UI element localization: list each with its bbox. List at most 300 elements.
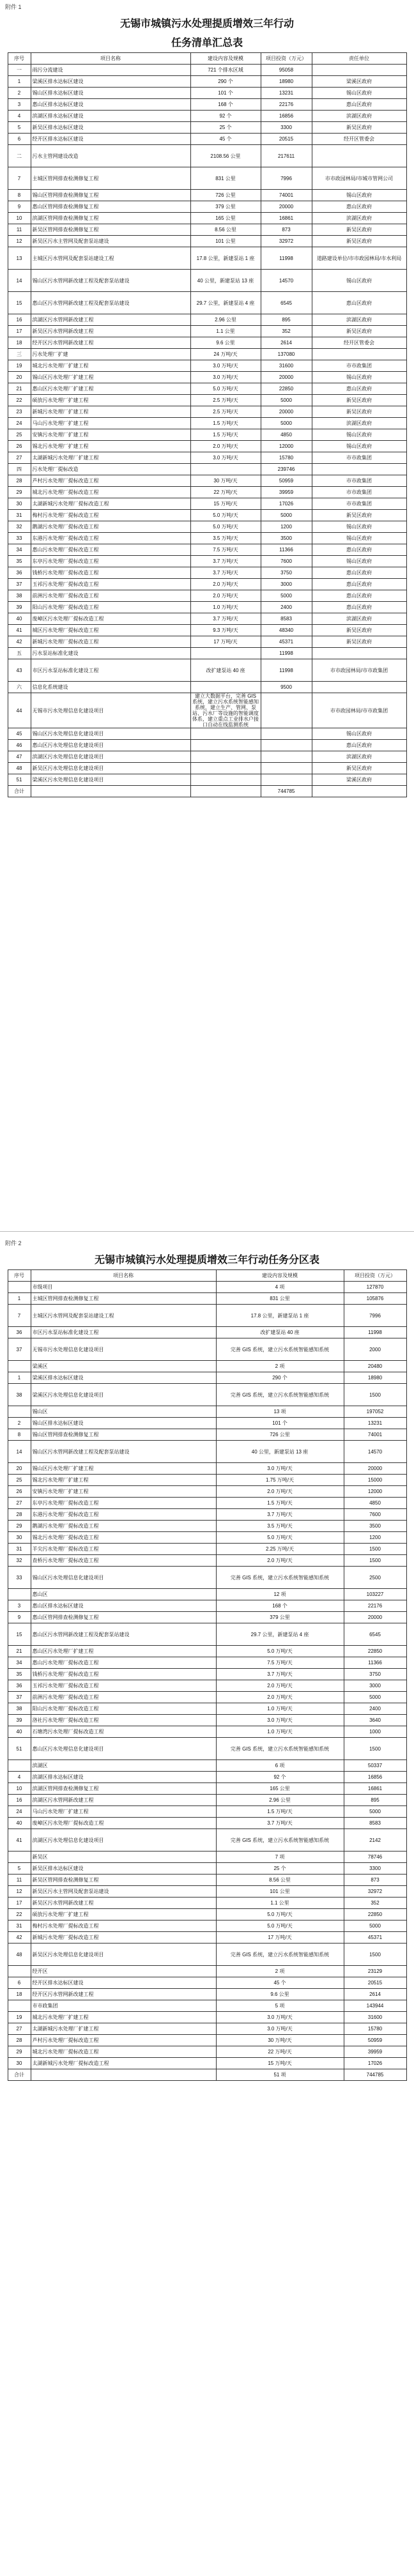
table-cell: 惠山区污水处理信息化建设项目 [31, 740, 190, 751]
table-cell: 锡山区政府 [312, 270, 406, 292]
table-cell: 42 [8, 1932, 31, 1943]
table-cell: 市市政集团 [312, 360, 406, 372]
table-row [8, 751, 406, 763]
table-cell: 165 公里 [190, 213, 261, 224]
table-cell: 4 项 [216, 1282, 344, 1293]
table-cell [190, 728, 261, 740]
table-cell: 经开区排水达标区建设 [31, 134, 190, 145]
table-cell: 3000 [344, 1680, 406, 1692]
table-cell: 滨湖区管网排查检测修复工程 [31, 213, 190, 224]
table-cell: 197052 [344, 1406, 406, 1418]
table-cell: 完善 GIS 系统，建立污水系统智能感知系统 [216, 1384, 344, 1406]
table-cell [190, 682, 261, 693]
table-cell: 惠山区污水管网新改建工程及配套泵站建设 [31, 1623, 216, 1646]
table-cell: 5.0 万吨/天 [216, 1920, 344, 1932]
table-cell: 20 [8, 372, 31, 383]
table-cell: 20 [8, 1463, 31, 1475]
header-cell: 项目投资（万元） [261, 53, 312, 65]
table-cell: 锡山区管网排查检测修复工程 [31, 190, 190, 201]
table-cell: 惠山污水处理厂提标改造工程 [31, 544, 190, 556]
table-cell: 锡山区污水处理信息化建设项目 [31, 1567, 216, 1589]
table-cell: 锡山区政府 [312, 521, 406, 533]
table-cell: 惠山区污水处理信息化建设项目 [31, 1738, 216, 1760]
table-row [8, 648, 406, 659]
table-cell: 18 [8, 1989, 31, 2000]
table-cell: 锡山区政府 [312, 533, 406, 544]
table-row [8, 2023, 406, 2035]
table-cell: 锡北污水处理厂扩建工程 [31, 1475, 216, 1486]
table-cell: 143944 [344, 2000, 406, 2012]
table-row [8, 1361, 406, 1372]
table-cell: 惠山区政府 [312, 567, 406, 579]
table-cell: 羊尖污水处理厂提标改造工程 [31, 1544, 216, 1555]
table-cell: 3.7 万吨/天 [216, 1669, 344, 1680]
table-cell: 11 [8, 224, 31, 236]
table-cell [312, 145, 406, 167]
table-cell: 20515 [344, 1977, 406, 1989]
table-cell: 721 个排水区域 [190, 65, 261, 76]
table-row [8, 1372, 406, 1384]
table-cell: 13 项 [216, 1406, 344, 1418]
table-cell: 16856 [344, 1772, 406, 1783]
table-cell: 11998 [261, 648, 312, 659]
table-row [8, 1669, 406, 1680]
table-cell: 5.0 万吨/天 [190, 521, 261, 533]
table-cell: 2 项 [216, 1361, 344, 1372]
table-cell: 改扩建泵站 40 座 [216, 1327, 344, 1338]
table-cell: 7996 [344, 1305, 406, 1327]
table-cell: 31 [8, 1544, 31, 1555]
table-cell: 五 [8, 648, 31, 659]
table-cell: 21 [8, 1646, 31, 1657]
table-row [8, 1623, 406, 1646]
table-cell: 新吴区政府 [312, 395, 406, 406]
table-row [8, 314, 406, 326]
table-cell: 30 [8, 1532, 31, 1544]
table-cell: 6 项 [216, 1760, 344, 1772]
table-cell: 经开区 [31, 1966, 216, 1977]
table-row [8, 1555, 406, 1567]
table-cell [8, 1589, 31, 1600]
table-cell: 9 [8, 1612, 31, 1623]
table-cell: 阳山污水处理厂提标改造工程 [31, 602, 190, 613]
table-cell: 3.7 万吨/天 [216, 1509, 344, 1521]
table-cell: 锡山区污水管网新改建工程及配套泵站建设 [31, 1441, 216, 1463]
table-row [8, 88, 406, 99]
table-cell: 锡山区政府 [312, 728, 406, 740]
table-cell: 7.5 万吨/天 [216, 1657, 344, 1669]
table-row [8, 1851, 406, 1863]
table-cell: 45371 [344, 1932, 406, 1943]
table-row [8, 533, 406, 544]
table-cell: 7996 [261, 167, 312, 190]
table-cell: 惠山区排水达标区建设 [31, 1600, 216, 1612]
table-cell: 11366 [344, 1657, 406, 1669]
table-cell: 新吴区 [31, 1851, 216, 1863]
table-row [8, 1772, 406, 1783]
table-cell: 7 项 [216, 1851, 344, 1863]
table-cell: 3.5 万吨/天 [216, 1521, 344, 1532]
table-cell: 新吴区政府 [312, 625, 406, 636]
table-cell: 1200 [344, 1532, 406, 1544]
table-cell: 雨污分流建设 [31, 65, 190, 76]
table-cell: 新吴区污水处理信息化建设项目 [31, 1943, 216, 1966]
table-cell: 锡山区政府 [312, 556, 406, 567]
table-row [8, 774, 406, 786]
task-summary-table-body [8, 65, 406, 797]
table-cell: 主城区污水管网及配套泵站建设工程 [31, 247, 190, 270]
table-row [8, 1293, 406, 1305]
table-cell: 污水处理厂扩建 [31, 349, 190, 360]
table-cell: 新吴区政府 [312, 763, 406, 774]
table-cell: 1200 [261, 521, 312, 533]
table-cell: 5000 [261, 418, 312, 429]
table-cell: 3.0 万吨/天 [190, 360, 261, 372]
table-cell: 1.5 万吨/天 [190, 418, 261, 429]
table-cell: 2.25 万吨/天 [216, 1544, 344, 1555]
table-cell: 污水处理厂提标改造 [31, 464, 190, 475]
table-cell: 新吴区污水管网新改建工程 [31, 326, 190, 337]
table-cell: 7600 [344, 1509, 406, 1521]
table-cell: 5000 [261, 510, 312, 521]
table-cell [190, 648, 261, 659]
table-row [8, 1544, 406, 1555]
table-cell: 239746 [261, 464, 312, 475]
table-cell: 太湖新城污水处理厂扩建工程 [31, 2023, 216, 2035]
table-row [8, 1760, 406, 1772]
table-cell: 16861 [261, 213, 312, 224]
table-cell: 19 [8, 360, 31, 372]
table-cell: 33 [8, 1567, 31, 1589]
table-cell: 15 [8, 292, 31, 314]
table-cell: 41 [8, 1829, 31, 1851]
table-cell: 2108.56 公里 [190, 145, 261, 167]
table-cell: 15 [8, 1623, 31, 1646]
task-summary-table [8, 52, 407, 797]
table-cell: 4850 [344, 1498, 406, 1509]
table-cell: 25 [8, 1475, 31, 1486]
table-cell: 新吴区政府 [312, 326, 406, 337]
table-cell: 379 公里 [190, 201, 261, 213]
table-cell: 38 [8, 1703, 31, 1715]
table-row [8, 349, 406, 360]
table-cell: 3.5 万吨/天 [190, 533, 261, 544]
table-cell: 290 个 [190, 76, 261, 88]
table-cell: 玉祁污水处理厂提标改造工程 [31, 579, 190, 590]
header-cell: 序号 [8, 53, 31, 65]
table-cell: 完善 GIS 系统，建立污水系统智能感知系统 [216, 1943, 344, 1966]
table-cell: 1.75 万吨/天 [216, 1475, 344, 1486]
table-cell: 27 [8, 2023, 31, 2035]
table-cell: 20515 [261, 134, 312, 145]
table-cell: 11 [8, 1874, 31, 1886]
table-cell: 40 [8, 1726, 31, 1738]
table-cell: 一 [8, 65, 31, 76]
table-row [8, 190, 406, 201]
table-cell: 1.0 万吨/天 [216, 1726, 344, 1738]
table-row [8, 213, 406, 224]
table-row [8, 452, 406, 464]
table-row [8, 498, 406, 510]
table-cell: 5.0 万吨/天 [216, 1909, 344, 1920]
table-cell: 25 个 [216, 1863, 344, 1874]
table-cell: 惠山区管网排查检测修复工程 [31, 201, 190, 213]
table-cell: 梁溪区政府 [312, 76, 406, 88]
table-cell: 20000 [261, 201, 312, 213]
table-cell [261, 740, 312, 751]
table-cell: 3.7 万吨/天 [216, 1818, 344, 1829]
table-cell [312, 65, 406, 76]
table-cell: 352 [344, 1897, 406, 1909]
header-cell: 项目名称 [31, 1270, 216, 1282]
table-row [8, 2035, 406, 2046]
table-row [8, 406, 406, 418]
table-cell: 8.56 公里 [190, 224, 261, 236]
table-cell: 1500 [344, 1738, 406, 1760]
table-cell: 17 万吨/天 [190, 636, 261, 648]
table-cell: 27 [8, 452, 31, 464]
table-cell: 2 [8, 88, 31, 99]
table-cell: 32972 [344, 1886, 406, 1897]
table-cell: 新吴区政府 [312, 224, 406, 236]
annex-2-title: 无锡市城镇污水处理提质增效三年行动任务分区表 [94, 1254, 319, 1266]
table-cell [312, 648, 406, 659]
table-cell: 7 [8, 1305, 31, 1327]
table-cell: 滨湖区污水处理信息化建设项目 [31, 751, 190, 763]
table-cell: 29 [8, 1521, 31, 1532]
table-cell: 新城污水处理厂提标改造工程 [31, 1932, 216, 1943]
table-cell: 完善 GIS 系统，建立污水系统智能感知系统 [216, 1738, 344, 1760]
table-cell: 22850 [261, 383, 312, 395]
table-cell: 101 个 [190, 88, 261, 99]
header-cell: 责任单位 [312, 53, 406, 65]
table-cell: 32 [8, 521, 31, 533]
table-row [8, 1418, 406, 1429]
table-cell: 379 公里 [216, 1612, 344, 1623]
table-cell: 168 个 [190, 99, 261, 111]
table-cell: 17.8 公里，新建泵站 1 座 [216, 1305, 344, 1327]
table-cell: 2.0 万吨/天 [216, 1692, 344, 1703]
table-cell: 31 [8, 510, 31, 521]
table-cell: 2400 [344, 1703, 406, 1715]
table-row [8, 1338, 406, 1361]
task-district-table-body [8, 1282, 406, 2081]
table-cell: 惠山区管网排查检测修复工程 [31, 1612, 216, 1623]
table-cell: 48340 [261, 625, 312, 636]
table-row [8, 1463, 406, 1475]
table-row [8, 201, 406, 213]
table-row [8, 1600, 406, 1612]
table-row [8, 1932, 406, 1943]
table-row [8, 464, 406, 475]
table-cell: 锡北污水处理厂提标改造工程 [31, 1532, 216, 1544]
table-row [8, 1897, 406, 1909]
table-cell: 惠山区政府 [312, 99, 406, 111]
table-cell: 40 公里，新建泵站 13 座 [190, 270, 261, 292]
table-cell: 30 万吨/天 [190, 475, 261, 487]
table-cell: 20000 [344, 1612, 406, 1623]
table-cell: 2.0 万吨/天 [216, 1486, 344, 1498]
table-cell: 17 [8, 326, 31, 337]
table-cell: 二 [8, 145, 31, 167]
table-row [8, 1703, 406, 1715]
table-cell: 1 [8, 76, 31, 88]
table-cell: 6 [8, 1977, 31, 1989]
table-row [8, 1977, 406, 1989]
table-cell: 5 [8, 122, 31, 134]
table-cell: 895 [344, 1795, 406, 1806]
table-cell: 5.0 万吨/天 [190, 383, 261, 395]
table-cell: 惠山区政府 [312, 579, 406, 590]
table-row [8, 1612, 406, 1623]
table-cell: 钱桥污水处理厂提标改造工程 [31, 1669, 216, 1680]
table-cell: 8583 [261, 613, 312, 625]
table-row [8, 372, 406, 383]
table-cell: 城北污水处理厂扩建工程 [31, 2012, 216, 2023]
table-cell: 16861 [344, 1783, 406, 1795]
table-cell: 28 [8, 475, 31, 487]
table-row [8, 1920, 406, 1932]
annex-1-title-line1: 无锡市城镇污水处理提质增效三年行动 [119, 17, 294, 29]
table-cell: 2.0 万吨/天 [190, 441, 261, 452]
table-cell: 经开区排水达标区建设 [31, 1977, 216, 1989]
table-cell: 39959 [344, 2046, 406, 2058]
table-cell: 168 个 [216, 1600, 344, 1612]
table-cell: 新吴区政府 [312, 636, 406, 648]
table-cell [8, 1760, 31, 1772]
table-cell: 玉祁污水处理厂提标改造工程 [31, 1680, 216, 1692]
table-cell: 3 [8, 99, 31, 111]
table-cell: 39 [8, 602, 31, 613]
table-cell: 895 [261, 314, 312, 326]
table-cell: 市区污水泵站标准化建设工程 [31, 1327, 216, 1338]
table-row [8, 224, 406, 236]
table-cell: 市市政集团 [312, 498, 406, 510]
table-cell: 马山污水处理厂扩建工程 [31, 418, 190, 429]
table-cell: 主城区管网排查检测修复工程 [31, 167, 190, 190]
table-cell [31, 2069, 216, 2081]
table-row [8, 1657, 406, 1669]
table-cell: 市市政园林局/市城市管网公司 [312, 167, 406, 190]
table-row [8, 763, 406, 774]
table-row [8, 383, 406, 395]
table-cell: 16 [8, 314, 31, 326]
table-cell: 40 [8, 1818, 31, 1829]
table-cell: 30 万吨/天 [216, 2035, 344, 2046]
table-cell: 7600 [261, 556, 312, 567]
table-cell: 42 [8, 636, 31, 648]
table-cell: 2614 [344, 1989, 406, 2000]
table-cell: 19 [8, 2012, 31, 2023]
table-cell [190, 786, 261, 797]
table-cell: 30 [8, 2058, 31, 2069]
table-cell: 东港污水处理厂提标改造工程 [31, 533, 190, 544]
table-cell: 新吴区排水达标区建设 [31, 122, 190, 134]
table-cell: 103227 [344, 1589, 406, 1600]
table-cell: 梁溪区污水处理信息化建设项目 [31, 774, 190, 786]
table-cell: 前洲污水处理厂提标改造工程 [31, 1692, 216, 1703]
table-cell: 44 [8, 693, 31, 728]
table-cell: 改扩建泵站 40 座 [190, 659, 261, 682]
table-cell: 726 公里 [190, 190, 261, 201]
table-cell: 22 [8, 395, 31, 406]
table-cell: 市市政集团 [312, 452, 406, 464]
table-cell: 滨湖区污水处理信息化建设项目 [31, 1829, 216, 1851]
table-cell: 锡山区管网排查检测修复工程 [31, 1429, 216, 1441]
table-cell: 惠山区排水达标区建设 [31, 99, 190, 111]
table-row [8, 1305, 406, 1327]
table-cell: 39959 [261, 487, 312, 498]
table-cell: 新吴区政府 [312, 122, 406, 134]
table-row [8, 270, 406, 292]
table-cell: 43 [8, 659, 31, 682]
table-cell [190, 740, 261, 751]
table-cell: 安镇污水处理厂扩建工程 [31, 1486, 216, 1498]
table-cell: 9500 [261, 682, 312, 693]
table-cell: 9.6 公里 [216, 1989, 344, 2000]
table-row [8, 1509, 406, 1521]
table-cell: 锡山区污水管网新改建工程及配套泵站建设 [31, 270, 190, 292]
table-row [8, 1818, 406, 1829]
table-row [8, 1532, 406, 1544]
table-cell: 滨湖区政府 [312, 613, 406, 625]
table-cell [190, 751, 261, 763]
table-cell: 三 [8, 349, 31, 360]
table-row [8, 740, 406, 751]
table-cell: 24 [8, 418, 31, 429]
table-cell: 6545 [344, 1623, 406, 1646]
table-cell: 2000 [344, 1338, 406, 1361]
table-cell: 24 万吨/天 [190, 349, 261, 360]
table-cell: 梅村污水处理厂提标改造工程 [31, 1920, 216, 1932]
table-cell: 36 [8, 1327, 31, 1338]
table-cell: 3500 [261, 533, 312, 544]
table-cell: 47 [8, 751, 31, 763]
table-cell: 29 [8, 2046, 31, 2058]
table-cell: 11366 [261, 544, 312, 556]
table-cell: 芦村污水处理厂提标改造工程 [31, 475, 190, 487]
table-row [8, 567, 406, 579]
table-cell: 22 万吨/天 [216, 2046, 344, 2058]
table-cell: 太湖新城污水处理厂扩建工程 [31, 452, 190, 464]
table-cell: 101 公里 [216, 1886, 344, 1897]
table-cell: 20000 [261, 406, 312, 418]
table-row [8, 625, 406, 636]
table-cell: 27 [8, 1498, 31, 1509]
table-cell: 惠山区政府 [312, 383, 406, 395]
table-row [8, 1943, 406, 1966]
table-row [8, 544, 406, 556]
table-cell: 38 [8, 590, 31, 602]
table-cell: 滨湖区政府 [312, 314, 406, 326]
table-row [8, 1886, 406, 1897]
table-row [8, 579, 406, 590]
table-cell: 28 [8, 2035, 31, 2046]
table-cell: 5.0 万吨/天 [216, 1532, 344, 1544]
table-cell: 10 [8, 1783, 31, 1795]
table-cell: 3640 [344, 1715, 406, 1726]
table-cell: 5000 [344, 1692, 406, 1703]
table-cell: 惠山区 [31, 1589, 216, 1600]
table-cell: 东港污水处理厂提标改造工程 [31, 1509, 216, 1521]
table-cell: 18 [8, 337, 31, 349]
table-cell: 6545 [261, 292, 312, 314]
table-cell: 36 [8, 567, 31, 579]
table-row [8, 1715, 406, 1726]
table-row [8, 1327, 406, 1338]
header-cell: 项目名称 [31, 53, 190, 65]
table-cell: 3.0 万吨/天 [190, 452, 261, 464]
